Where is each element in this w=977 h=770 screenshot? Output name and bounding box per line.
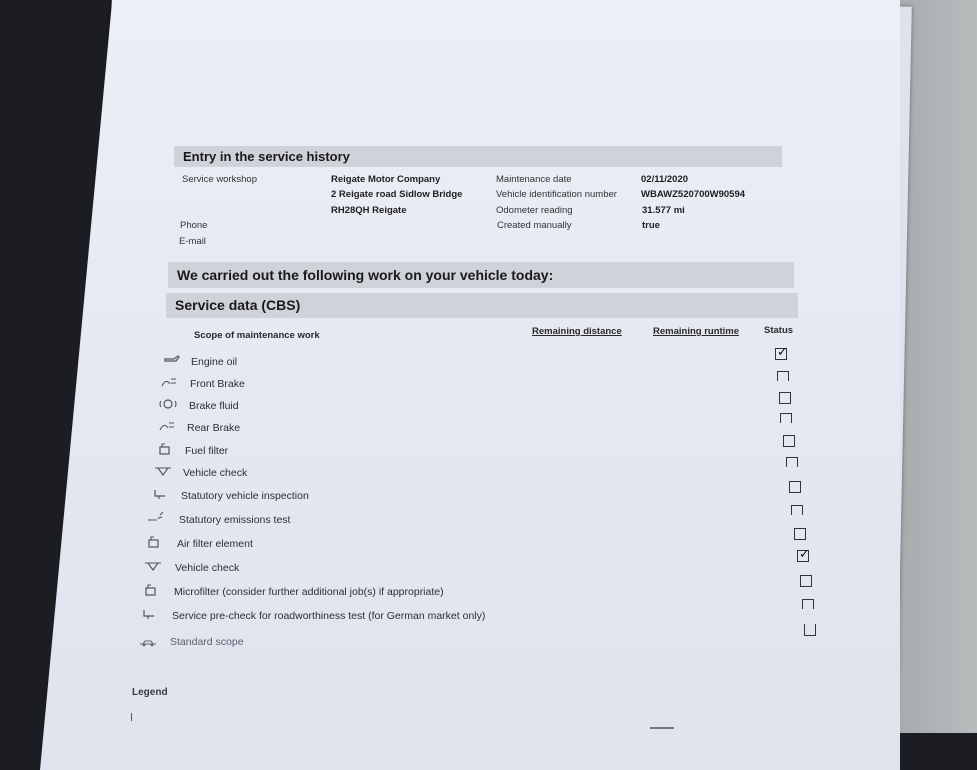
status-checkbox — [794, 528, 806, 540]
status-checkbox — [789, 481, 801, 493]
created-manually-value: true — [642, 220, 660, 231]
emissions-icon — [147, 511, 165, 523]
checkmark-icon: ✓ — [799, 546, 810, 561]
checkmark-icon: ✓ — [777, 344, 788, 359]
workshop-address-line1: 2 Reigate road Sidlow Bridge — [331, 189, 463, 200]
created-manually-label: Created manually — [497, 220, 572, 231]
status-checkbox — [802, 599, 814, 609]
maintenance-item-label: Front Brake — [190, 378, 245, 390]
maintenance-item-label: Service pre-check for roadworthiness test (for German market only) — [172, 610, 486, 622]
legend-label: Legend — [132, 687, 168, 698]
status-checkbox — [800, 575, 812, 587]
column-header-status: Status — [764, 325, 794, 336]
status-checkbox — [775, 344, 788, 360]
filter-icon — [146, 536, 164, 548]
brake-icon — [160, 376, 178, 388]
maintenance-date-label: Maintenance date — [496, 174, 572, 185]
maintenance-date-value: 02/11/2020 — [641, 174, 689, 185]
oil-can-icon — [163, 354, 181, 366]
brake-fluid-icon — [159, 398, 177, 410]
inspection-icon — [152, 488, 170, 500]
maintenance-item-label: Rear Brake — [187, 422, 241, 434]
status-checkbox — [786, 457, 798, 467]
work-carried-out-heading: We carried out the following work on your vehicle today: — [168, 262, 794, 288]
lift-icon — [144, 560, 162, 572]
vin-value: WBAWZ520700W90594 — [641, 189, 746, 200]
status-checkbox — [779, 392, 791, 404]
maintenance-item-label: Engine oil — [191, 356, 238, 368]
maintenance-item-label: Vehicle check — [183, 467, 248, 479]
status-checkbox — [791, 505, 803, 515]
workshop-name: Reigate Motor Company — [331, 174, 441, 185]
odometer-value: 31.577 mi — [642, 205, 685, 216]
status-checkbox — [780, 413, 792, 423]
inspection-icon — [141, 608, 159, 620]
maintenance-item-label: Standard scope — [170, 636, 244, 648]
status-checkbox — [797, 546, 810, 562]
maintenance-item-label: Brake fluid — [189, 400, 239, 412]
brake-icon — [158, 420, 176, 432]
maintenance-item-label: Fuel filter — [185, 445, 229, 457]
maintenance-item-label: Microfilter (consider further additional job(s) if appropriate) — [174, 586, 444, 598]
maintenance-item-label: Air filter element — [177, 538, 253, 550]
column-header-remaining-distance: Remaining distance — [532, 326, 622, 337]
page-edge-mark — [650, 727, 674, 729]
car-icon — [139, 636, 157, 648]
email-label: E-mail — [179, 236, 206, 247]
maintenance-item-label: Statutory vehicle inspection — [181, 490, 309, 502]
workshop-address-line2: RH28QH Reigate — [331, 205, 407, 216]
status-checkbox — [777, 371, 789, 381]
workshop-label: Service workshop — [182, 174, 257, 185]
service-history-heading: Entry in the service history — [174, 146, 782, 167]
service-data-heading: Service data (CBS) — [166, 293, 798, 318]
vin-label: Vehicle identification number — [496, 189, 617, 200]
lift-icon — [154, 465, 172, 477]
status-checkbox — [804, 624, 816, 636]
status-checkbox — [783, 435, 795, 447]
odometer-label: Odometer reading — [496, 205, 573, 216]
column-header-scope: Scope of maintenance work — [194, 330, 320, 341]
filter-icon — [157, 443, 175, 455]
column-header-remaining-runtime: Remaining runtime — [653, 326, 740, 337]
filter-icon — [143, 584, 161, 596]
maintenance-item-label: Statutory emissions test — [179, 514, 291, 526]
legend-marker — [131, 713, 132, 721]
maintenance-item-label: Vehicle check — [175, 562, 240, 574]
phone-label: Phone — [180, 220, 208, 231]
